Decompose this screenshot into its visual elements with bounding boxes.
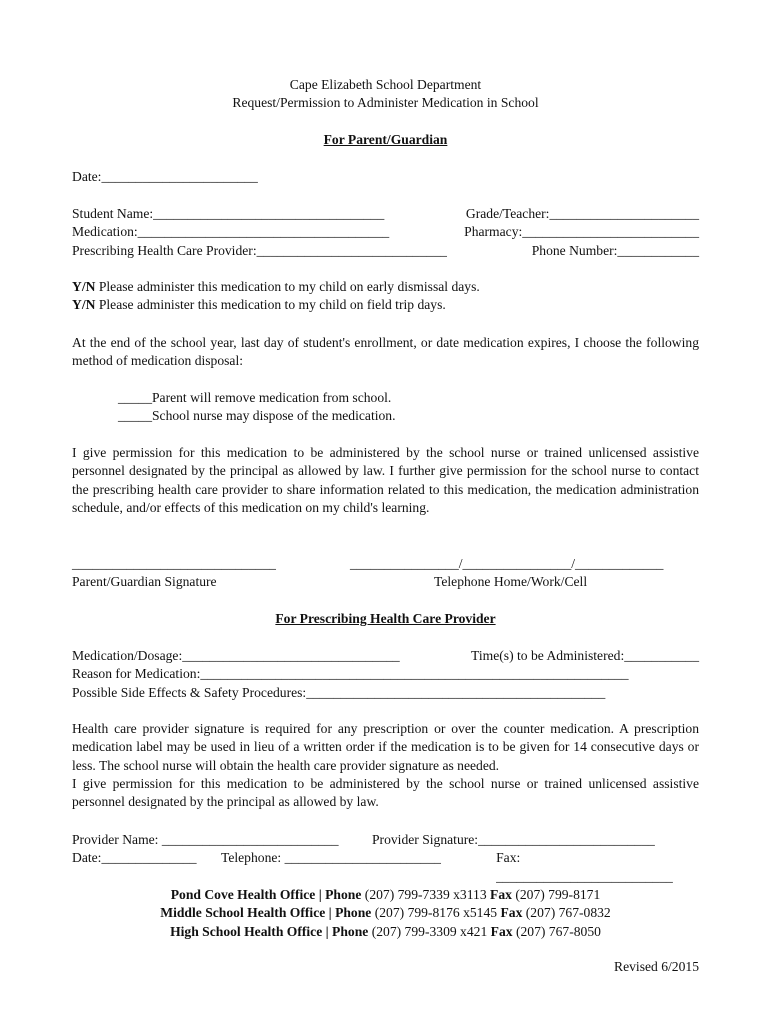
office-phone: (207) 799-3309 x421 — [368, 923, 491, 939]
office-name: Middle School Health Office — [160, 905, 326, 921]
phone-label: Phone — [325, 887, 362, 902]
grade-teacher-field[interactable]: Grade/Teacher:______________________ — [465, 206, 699, 221]
office-fax: (207) 799-8171 — [511, 887, 601, 902]
office-sep: | — [322, 923, 333, 939]
date-field[interactable]: Date:_______________________ — [72, 169, 258, 184]
provider-permission-text: I give permission for this medication to be administered by the school nurse or trained unlicensed assistive personnel designated by the principal as allowed by law. — [72, 776, 699, 810]
times-field[interactable]: Time(s) to be Administered:___________ — [471, 648, 699, 663]
fax-label: Fax — [490, 923, 513, 939]
header-line2: Request/Permission to Administer Medication in School — [232, 95, 539, 111]
parent-permission-text: I give permission for this medication to be administered by the school nurse or trained unlicensed assistive personnel designated by the principal as allowed by law. I further give permission for the school nurse to contact the prescribing health care provider to share information related to this medication, the medication administration schedule, and/or effects of this medication on my child's learning. — [72, 445, 699, 515]
signature-labels — [72, 573, 699, 591]
yn-early-dismissal[interactable] — [72, 278, 699, 296]
fax-label: Fax — [500, 905, 523, 921]
health-offices — [72, 886, 699, 941]
office-sep: | — [325, 905, 336, 921]
provider-signature-field[interactable]: Provider Signature:__________________________ — [372, 832, 655, 847]
yn-label: Y/N — [72, 297, 96, 313]
yn-options — [72, 278, 699, 315]
prescriber-row — [72, 242, 699, 260]
yn-field-trip-text: Please administer this medication to my child on field trip days. — [95, 297, 446, 313]
yn-label: Y/N — [72, 279, 96, 294]
yn-early-dismissal-text: Please administer this medication to my child on early dismissal days. — [95, 279, 480, 294]
provider-row2 — [72, 849, 699, 886]
telephone-lines[interactable]: ________________/________________/_____________ — [350, 556, 664, 571]
disposal-options — [72, 389, 745, 426]
provider-section-heading: For Prescribing Health Care Provider — [275, 611, 496, 626]
phone-label: Phone — [335, 905, 372, 921]
provider-name-field[interactable]: Provider Name: __________________________ — [72, 832, 339, 847]
office-name: High School Health Office — [170, 923, 323, 939]
office-name: Pond Cove Health Office — [170, 887, 316, 902]
office-phone: (207) 799-8176 x5145 — [371, 905, 501, 921]
provider-fields — [72, 647, 699, 702]
provider-signature-area — [72, 831, 699, 886]
office-line-middle-school — [72, 904, 699, 922]
phone-label: Phone — [332, 923, 369, 939]
parent-signature-area — [72, 555, 699, 592]
provider-fax-field[interactable]: Fax: __________________________ — [496, 850, 673, 884]
telephone-label: Telephone Home/Work/Cell — [434, 574, 588, 590]
student-name-field[interactable]: Student Name:__________________________________ — [72, 206, 385, 221]
parent-signature-label: Parent/Guardian Signature — [72, 574, 217, 590]
office-line-pond-cove — [72, 886, 699, 904]
disposal-option-parent[interactable]: _____Parent will remove medication from school. — [118, 390, 392, 405]
office-fax: (207) 767-8050 — [512, 923, 601, 939]
fax-label: Fax — [490, 887, 512, 902]
pharmacy-field[interactable]: Pharmacy:__________________________ — [464, 224, 699, 240]
office-line-high-school — [72, 923, 699, 941]
provider-note: Health care provider signature is required for any prescription or over the counter medication. A prescription medication label may be used in lieu of a written order if the medication is to be given for 14 consecutive days or less. The school nurse will obtain the health care provider signature as needed. — [72, 721, 699, 773]
provider-heading — [72, 610, 699, 628]
medication-field[interactable]: Medication:_____________________________________ — [72, 224, 390, 240]
header — [72, 76, 699, 113]
student-info — [72, 205, 699, 260]
student-row — [72, 205, 699, 223]
revised-date: Revised 6/2015 — [614, 959, 699, 974]
yn-field-trip[interactable] — [72, 296, 699, 314]
signature-lines — [72, 555, 699, 573]
reason-field[interactable]: Reason for Medication:_______________________________________________________________ — [72, 666, 629, 682]
dosage-field[interactable]: Medication/Dosage:________________________________ — [72, 648, 400, 663]
provider-telephone-field[interactable]: Telephone: _______________________ — [220, 850, 441, 866]
office-fax: (207) 767-0832 — [522, 905, 611, 921]
side-effects-field[interactable]: Possible Side Effects & Safety Procedures:____________________________________________ — [72, 684, 606, 700]
parent-signature-line[interactable]: ______________________________ — [72, 556, 276, 571]
provider-date-field[interactable]: Date:______________ — [72, 850, 197, 866]
prescriber-field[interactable]: Prescribing Health Care Provider:____________________________ — [72, 242, 447, 258]
phone-number-field[interactable]: Phone Number:____________ — [531, 242, 699, 258]
document-page — [72, 0, 699, 1024]
provider-row1 — [72, 831, 699, 849]
disposal-option-nurse[interactable]: _____School nurse may dispose of the medication. — [118, 408, 396, 424]
parent-section-heading: For Parent/Guardian — [323, 132, 448, 147]
medication-row — [72, 223, 699, 241]
parent-heading — [72, 131, 699, 149]
dosage-row — [72, 647, 699, 665]
disposal-intro: At the end of the school year, last day of student's enrollment, or date medication expires, I choose the following method of medication disposal: — [72, 335, 699, 369]
office-phone: (207) 799-7339 x3113 — [361, 887, 491, 902]
header-line1: Cape Elizabeth School Department — [289, 77, 482, 92]
office-sep: | — [315, 887, 326, 902]
